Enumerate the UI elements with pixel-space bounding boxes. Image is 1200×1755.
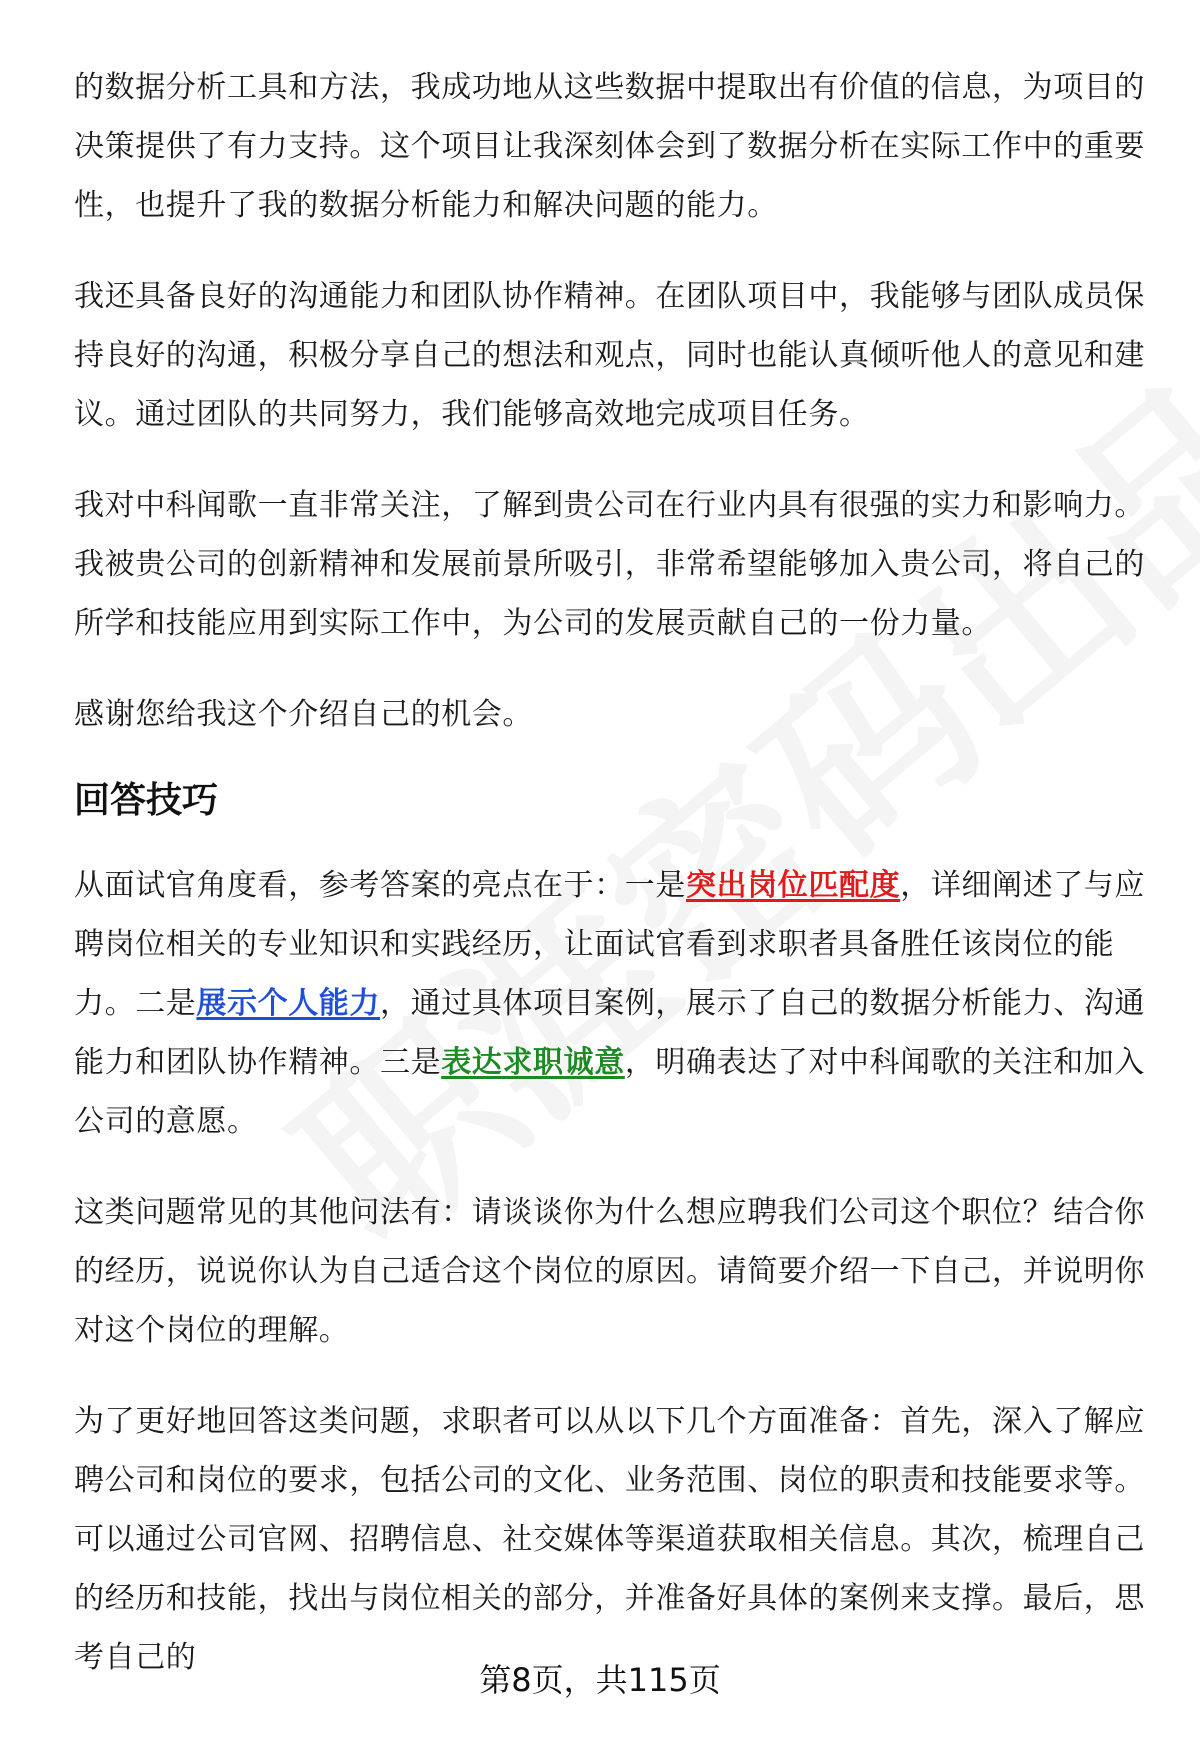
tips-text-3: ，通过具体项目案例，展示了自己的数据分析能力、沟通能力和团队协作精神。三是 bbox=[74, 986, 1146, 1080]
paragraph-thanks: 感谢您给我这个介绍自己的机会。 bbox=[74, 697, 533, 732]
highlight-sincerity: 表达求职诚意 bbox=[441, 1045, 625, 1080]
paragraph-data-analysis: 的数据分析工具和方法，我成功地从这些数据中提取出有价值的信息，为项目的决策提供了有力支持。这个项目让我深刻体会到了数据分析在实际工作中的重要性，也提升了我的数据分析能力和解决问题的能力。 bbox=[74, 70, 1145, 223]
paragraph-company-interest: 我对中科闻歌一直非常关注，了解到贵公司在行业内具有很强的实力和影响力。我被贵公司的创新精神和发展前景所吸引，非常希望能够加入贵公司，将自己的所学和技能应用到实际工作中，为公司的发展贡献自己的一份力量。 bbox=[74, 488, 1145, 641]
page-footer: 第8页，共115页 bbox=[479, 1661, 721, 1699]
paragraph-communication: 我还具备良好的沟通能力和团队协作精神。在团队项目中，我能够与团队成员保持良好的沟通，积极分享自己的想法和观点，同时也能认真倾听他人的意见和建议。通过团队的共同努力，我们能够高效地完成项目任务。 bbox=[74, 279, 1145, 432]
highlight-job-match: 突出岗位匹配度 bbox=[686, 868, 901, 903]
section-heading: 回答技巧 bbox=[74, 780, 219, 821]
paragraph-other-questions: 这类问题常见的其他问法有：请谈谈你为什么想应聘我们公司这个职位？结合你的经历，说说你认为自己适合这个岗位的原因。请简要介绍一下自己，并说明你对这个岗位的理解。 bbox=[74, 1195, 1145, 1348]
document-body bbox=[74, 58, 1154, 1719]
tips-text-4: ，明确表达了对中科闻歌的关注和加入公司的意愿。 bbox=[74, 1045, 1146, 1139]
paragraph-tips bbox=[74, 856, 1154, 1151]
tips-text-2: ，详细阐述了与应聘岗位相关的专业知识和实践经历，让面试官看到求职者具备胜任该岗位的能力。二是 bbox=[74, 868, 1146, 1021]
tips-text-1: 从面试官角度看，参考答案的亮点在于：一是 bbox=[74, 868, 686, 903]
highlight-personal-ability: 展示个人能力 bbox=[196, 986, 381, 1021]
paragraph-preparation: 为了更好地回答这类问题，求职者可以从以下几个方面准备：首先，深入了解应聘公司和岗位的要求，包括公司的文化、业务范围、岗位的职责和技能要求等。可以通过公司官网、招聘信息、社交媒体等渠道获取相关信息。其次，梳理自己的经历和技能，找出与岗位相关的部分，并准备好具体的案例来支撑。最后，思考自己的 bbox=[74, 1404, 1145, 1675]
